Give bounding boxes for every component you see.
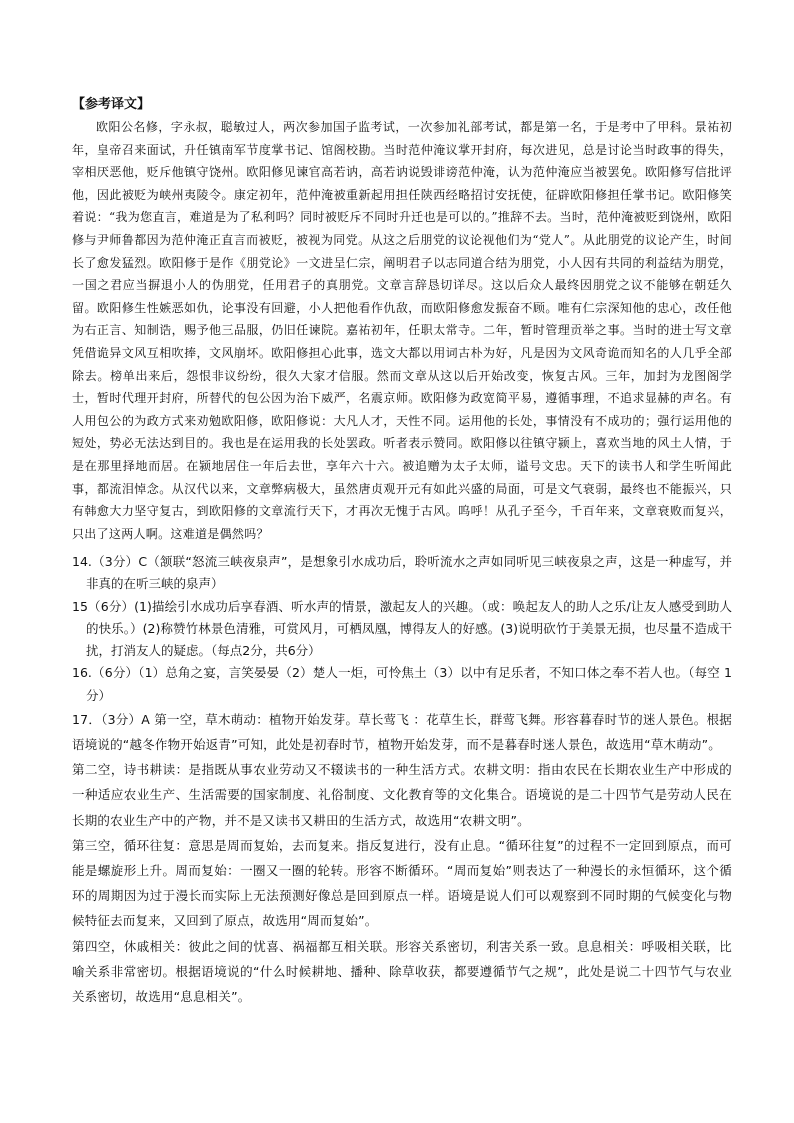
q17-paragraph-2: 第二空，诗书耕读：是指既从事农业劳动又不辍读书的一种生活方式。农耕文明：指由农民在长期农业生产中形成的一种适应农业生产、生活需要的国家制度、礼俗制度、文化教育等的文化集合。语境说的是二十四节气是劳动人民在长期的农业生产中的产物，并不是又读书又耕田的生活方式，故选用“农耕文明”。 xyxy=(72,762,732,828)
translation-paragraph: 欧阳公名修，字永叔，聪敏过人，两次参加国子监考试，一次参加礼部考试，都是第一名，于是考中了甲科。景祐初年，皇帝召来面试，升任镇南军节度掌书记、馆阁校勘。当时范仲淹议掌开封府，每次进见，总是讨论当时政事的得失，宰相厌恶他，贬斥他镇守饶州。欧阳修见谏官高若讷，高若讷说毁诽谤范仲淹，认为范仲淹应当被罢免。欧阳修写信批评他，因此被贬为峡州夷陵令。康定初年，范仲淹被重新起用担任陕西经略招讨安抚使，征辟欧阳修担任掌书记。欧阳修笑着说：“我为您直言，难道是为了私利吗？同时被贬斥不同时升迁也是可以的。”推辞不去。当时，范仲淹被贬到饶州，欧阳修与尹师鲁都因为范仲淹正直言而被贬，被视为同党。从这之后朋党的议论视他们为“党人”。从此朋党的议论产生，时间长了愈发猛烈。欧阳修于是作《朋党论》一文进呈仁宗，阐明君子以志同道合结为朋党，小人因有共同的利益结为朋党，一国之君应当摒退小人的伪朋党，任用君子的真朋党。文章言辞恳切详尽。这以后众人最终因朋党之议不能够在朝廷久留。欧阳修生性嫉恶如仇，论事没有回避，小人把他看作仇敌，而欧阳修愈发振奋不顾。唯有仁宗深知他的忠心，改任他为右正言、知制诰，赐予他三品服，仍旧任谏院。嘉祐初年，任职太常寺。二年，暂时管理贡举之事。当时的进士写文章凭借诡异文风互相吹捧，文风崩坏。欧阳修担心此事，选文大都以用词古朴为好，凡是因为文风奇诡而知名的人几乎全部除去。榜单出来后，怨恨非议纷纷，很久大家才信服。然而文章从这以后开始改变，恢复古风。三年，加封为龙图阁学士，暂时代理开封府，所替代的包公因为治下威严，名震京师。欧阳修为政宽简平易，遵循事理，不追求显赫的声名。有人用包公的为政方式来劝勉欧阳修，欧阳修说：大凡人才，天性不同。运用他的长处，事情没有不成功的；强行运用他的短处，势必无法达到目的。我也是在运用我的长处罢政。听者表示赞同。欧阳修以往镇守颍上，喜欢当地的风土人情，于是在那里择地而居。在颍地居住一年后去世，享年六十六。被追赠为太子太师，谥号文忠。天下的读书人和学生听闻此事，都流泪悼念。从汉代以来，文章弊病极大，虽然唐贞观开元有如此兴盛的局面，可是文气衰弱，最终也不能振兴，只有韩愈大力坚守复古，到欧阳修的文章流行天下，才再次无愧于古风。呜呼！从孔子至今，千百年来，文章衰败而复兴，只出了这两人啊。这难道是偶然吗？ xyxy=(72,120,732,541)
q17-paragraph-3: 第三空，循环往复：意思是周而复始，去而复来。指反复进行，没有止息。“循环往复”的过程不一定回到原点，而可能是螺旋形上升。周而复始：一圈又一圈的轮转。形容不断循环。“周而复始”则表达了一种漫长的永恒循环，这个循环的周期因为过于漫长而实际上无法预测好像总是回到原点一样。语境是说人们可以观察到不同时期的气候变化与物候特征去而复来，又回到了原点，故选用“周而复始”。 xyxy=(72,837,732,929)
answer-section xyxy=(72,551,732,706)
document-page xyxy=(72,94,732,1009)
answer-q14: 14.（3分）C（颔联“怒流三峡夜泉声”，是想象引水成功后，聆听流水之声如同听见三峡夜泉之声，这是一种虚写，并非真的在听三峡的泉声） xyxy=(72,554,732,592)
q17-paragraph-4: 第四空，休戚相关：彼此之间的忧喜、祸福都互相关联。形容关系密切，利害关系一致。息息相关：呼吸相关联，比喻关系非常密切。根据语境说的“什么时候耕地、播种、除草收获，都要遵循节气之规”，此处是说二十四节气与农业关系密切，故选用“息息相关”。 xyxy=(72,938,732,1004)
q17-paragraph-1: 17．（3分）A 第一空，草木萌动：植物开始发芽。草长莺飞 ：花草生长，群莺飞舞。形容暮春时节的迷人景色。根据语境说的“越冬作物开始返青”可知，此处是初春时节，植物开始发芽，而不是暮春时迷人景色，故选用“草木萌动”。 xyxy=(72,711,732,752)
answer-q15: 15（6分）(1)描绘引水成功后享春酒、听水声的情景，激起友人的兴趣。（或：唤起友人的助人之乐/让友人感受到助人的快乐。）(2)称赞竹林景色清雅，可赏风月，可栖凤凰，博得友人的好感。(3)说明砍竹于美景无损，也尽量不造成干扰，打消友人的疑虑。（每点2分，共6分） xyxy=(72,598,732,659)
answer-q17 xyxy=(72,707,732,1009)
reference-translation-heading: 【参考译文】 xyxy=(72,97,151,112)
answer-q16: 16.（6分）（1）总角之宴，言笑晏晏（2）楚人一炬，可怜焦土（3）以中有足乐者，不知口体之奉不若人也。（每空 1 分） xyxy=(72,665,732,703)
